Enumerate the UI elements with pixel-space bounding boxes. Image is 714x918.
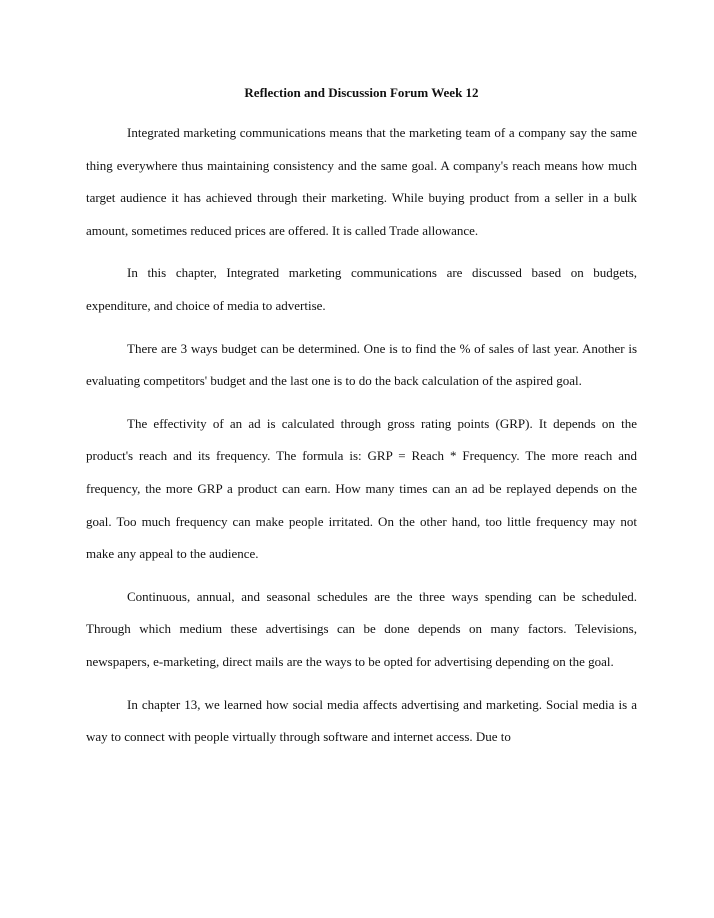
paragraph-chapter-overview: In this chapter, Integrated marketing communications are discussed based on budgets, expenditure, and choice of media to advertise. <box>86 265 637 313</box>
paragraph-imc-definition: Integrated marketing communications means that the marketing team of a company say the same thing everywhere thus maintaining consistency and the same goal. A company's reach means how much target audience it has achieved through their marketing. While buying product from a seller in a bulk amount, sometimes reduced prices are offered. It is called Trade allowance. <box>86 125 637 238</box>
paragraph-social-media: In chapter 13, we learned how social media affects advertising and marketing. Social media is a way to connect with people virtually through software and internet access. Due to <box>86 696 637 745</box>
document-page <box>86 83 637 754</box>
document-title: Reflection and Discussion Forum Week 12 <box>244 85 479 100</box>
paragraph-grp: The effectivity of an ad is calculated through gross rating points (GRP). It depends on the product's reach and its frequency. The formula is: GRP = Reach * Frequency. The more reach and frequency, the more GRP a product can earn. How many times can an ad be replayed depends on the goal. Too much frequency can make people irritated. On the other hand, too little frequency may not make any appeal to the audience. <box>86 415 637 562</box>
paragraph-budget-methods: There are 3 ways budget can be determined. One is to find the % of sales of last year. Another is evaluating competitors' budget and the last one is to do the back calculation of the aspired goal. <box>86 340 637 389</box>
paragraph-schedules: Continuous, annual, and seasonal schedules are the three ways spending can be scheduled. Through which medium these advertisings can be done depends on many factors. Televisions, newspapers, e-marketing, direct mails are the ways to be opted for advertising depending on the goal. <box>86 588 637 669</box>
